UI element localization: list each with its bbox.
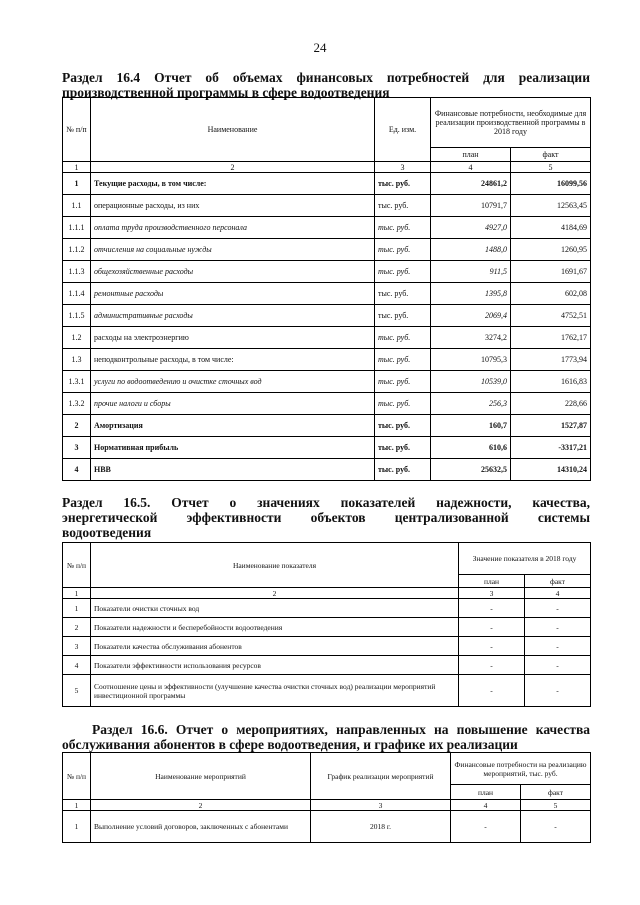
row-name: Текущие расходы, в том числе: [91,173,375,195]
row-plan: 10539,0 [431,371,511,393]
row-unit: тыс. руб. [375,415,431,437]
row-fact: 12563,45 [511,195,591,217]
column-number: 4 [431,162,511,173]
row-plan: - [459,599,525,618]
row-number: 1.1.2 [63,239,91,261]
row-number: 1 [63,173,91,195]
row-plan: - [459,675,525,707]
row-plan: 2069,4 [431,305,511,327]
table-row [63,349,591,371]
row-unit: тыс. руб. [375,239,431,261]
table-row [63,261,591,283]
row-unit: тыс. руб. [375,283,431,305]
row-unit: тыс. руб. [375,437,431,459]
row-name: общехозяйственные расходы [91,261,375,283]
row-fact: 4184,69 [511,217,591,239]
header-name: Наименование [91,98,375,162]
row-number: 1.1.1 [63,217,91,239]
column-number: 4 [525,588,591,599]
row-fact: 1773,94 [511,349,591,371]
header-name: Наименование показателя [91,543,459,588]
row-plan: 610,6 [431,437,511,459]
row-fact: 1616,83 [511,371,591,393]
row-name: НВВ [91,459,375,481]
header-fact: факт [525,575,591,588]
measures-table [62,752,591,843]
row-plan: - [459,637,525,656]
column-number: 3 [311,800,451,811]
row-fact: - [525,637,591,656]
row-fact: 14310,24 [511,459,591,481]
row-number: 1.1 [63,195,91,217]
table-row [63,305,591,327]
row-plan: 10791,7 [431,195,511,217]
row-fact: - [525,618,591,637]
header-plan: план [451,785,521,800]
row-number: 1.1.3 [63,261,91,283]
table-row [63,618,591,637]
row-fact: 602,08 [511,283,591,305]
row-number: 1 [63,811,91,843]
column-number: 2 [91,800,311,811]
row-name: Показатели надежности и бесперебойности водоотведения [91,618,459,637]
header-unit: Ед. изм. [375,98,431,162]
row-number: 3 [63,437,91,459]
row-fact: -3317,21 [511,437,591,459]
row-fact: 1691,67 [511,261,591,283]
indicators-table [62,542,591,707]
row-number: 1.1.5 [63,305,91,327]
row-unit: тыс. руб. [375,349,431,371]
table-row [63,239,591,261]
column-number: 1 [63,800,91,811]
financial-needs-table [62,97,591,481]
title-line: Раздел 16.4 Отчет об объемах финансовых потребностей для реализации [62,70,590,85]
table-row [63,173,591,195]
row-plan: - [459,618,525,637]
row-number: 4 [63,656,91,675]
row-name: ремонтные расходы [91,283,375,305]
row-plan: 160,7 [431,415,511,437]
row-plan: - [451,811,521,843]
row-fact: 16099,56 [511,173,591,195]
table-row [63,327,591,349]
row-number: 1.3.1 [63,371,91,393]
table-row [63,415,591,437]
column-number: 1 [63,162,91,173]
section-16-6-title [62,722,590,752]
row-name: Показатели эффективности использования ресурсов [91,656,459,675]
row-name: оплата труда производственного персонала [91,217,375,239]
row-fact: 228,66 [511,393,591,415]
header-num: № п/п [63,98,91,162]
column-number: 5 [511,162,591,173]
row-number: 1 [63,599,91,618]
row-plan: 4927,0 [431,217,511,239]
header-financial-needs: Финансовые потребности на реализацию мероприятий, тыс. руб. [451,753,591,785]
row-plan: 10795,3 [431,349,511,371]
row-name: Соотношение цены и эффективности (улучшение качества очистки сточных вод) реализации мероприятий инвестиционной программы [91,675,459,707]
row-fact: 4752,51 [511,305,591,327]
row-plan: 256,3 [431,393,511,415]
page-number: 24 [313,40,327,55]
row-fact: - [521,811,591,843]
table-row [63,459,591,481]
row-number: 2 [63,415,91,437]
row-schedule: 2018 г. [311,811,451,843]
header-fact: факт [521,785,591,800]
table-row [63,437,591,459]
section-16-5-title [62,495,590,540]
row-fact: - [525,599,591,618]
table-row [63,656,591,675]
title-line: обслуживания абонентов в сфере водоотведения, и графике их реализации [62,737,518,752]
header-num: № п/п [63,753,91,800]
row-name: неподконтрольные расходы, в том числе: [91,349,375,371]
column-number: 1 [63,588,91,599]
column-number: 4 [451,800,521,811]
row-name: расходы на электроэнергию [91,327,375,349]
row-unit: тыс. руб. [375,371,431,393]
row-number: 4 [63,459,91,481]
table-row [63,217,591,239]
row-fact: 1762,17 [511,327,591,349]
row-name: Выполнение условий договоров, заключенных с абонентами [91,811,311,843]
column-number: 2 [91,588,459,599]
row-number: 1.3 [63,349,91,371]
header-financial-needs: Финансовые потребности, необходимые для реализации производственной программы в 2018 году [431,98,591,148]
row-name: Амортизация [91,415,375,437]
row-unit: тыс. руб. [375,217,431,239]
row-number: 1.1.4 [63,283,91,305]
row-plan: 1395,8 [431,283,511,305]
column-number: 3 [375,162,431,173]
table-row [63,195,591,217]
row-number: 1.3.2 [63,393,91,415]
table-row [63,283,591,305]
table-row [63,637,591,656]
row-plan: 25632,5 [431,459,511,481]
row-number: 1.2 [63,327,91,349]
row-unit: тыс. руб. [375,459,431,481]
row-number: 3 [63,637,91,656]
row-unit: тыс. руб. [375,173,431,195]
row-unit: тыс. руб. [375,327,431,349]
row-number: 5 [63,675,91,707]
section-16-4-title [62,70,590,100]
row-name: отчисления на социальные нужды [91,239,375,261]
header-plan: план [459,575,525,588]
row-plan: 3274,2 [431,327,511,349]
row-name: операционные расходы, из них [91,195,375,217]
row-unit: тыс. руб. [375,305,431,327]
row-name: прочие налоги и сборы [91,393,375,415]
row-plan: 1488,0 [431,239,511,261]
table-row [63,371,591,393]
row-name: Показатели качества обслуживания абонентов [91,637,459,656]
row-fact: - [525,675,591,707]
row-fact: 1527,87 [511,415,591,437]
row-name: Нормативная прибыль [91,437,375,459]
table-row [63,675,591,707]
table-row [63,811,591,843]
header-name: Наименование мероприятий [91,753,311,800]
row-fact: - [525,656,591,675]
title-line: Раздел 16.5. Отчет о значениях показателей надежности, качества, [62,495,590,510]
row-unit: тыс. руб. [375,195,431,217]
row-plan: 24861,2 [431,173,511,195]
column-number: 3 [459,588,525,599]
row-name: Показатели очистки сточных вод [91,599,459,618]
table-row [63,393,591,415]
row-plan: 911,5 [431,261,511,283]
row-plan: - [459,656,525,675]
row-name: услуги по водоотведению и очистке сточных вод [91,371,375,393]
column-number: 5 [521,800,591,811]
header-fact: факт [511,148,591,162]
title-line: энергетической эффективности объектов централизованной системы [62,510,590,525]
header-plan: план [431,148,511,162]
row-number: 2 [63,618,91,637]
title-line: производственной программы в сфере водоотведения [62,85,390,100]
row-unit: тыс. руб. [375,393,431,415]
title-line: Раздел 16.6. Отчет о мероприятиях, направленных на повышение качества [92,722,590,737]
header-num: № п/п [63,543,91,588]
header-value: Значение показателя в 2018 году [459,543,591,575]
row-unit: тыс. руб. [375,261,431,283]
table-row [63,599,591,618]
header-schedule: График реализации мероприятий [311,753,451,800]
row-fact: 1260,95 [511,239,591,261]
title-line: водоотведения [62,525,152,540]
column-number: 2 [91,162,375,173]
row-name: административные расходы [91,305,375,327]
